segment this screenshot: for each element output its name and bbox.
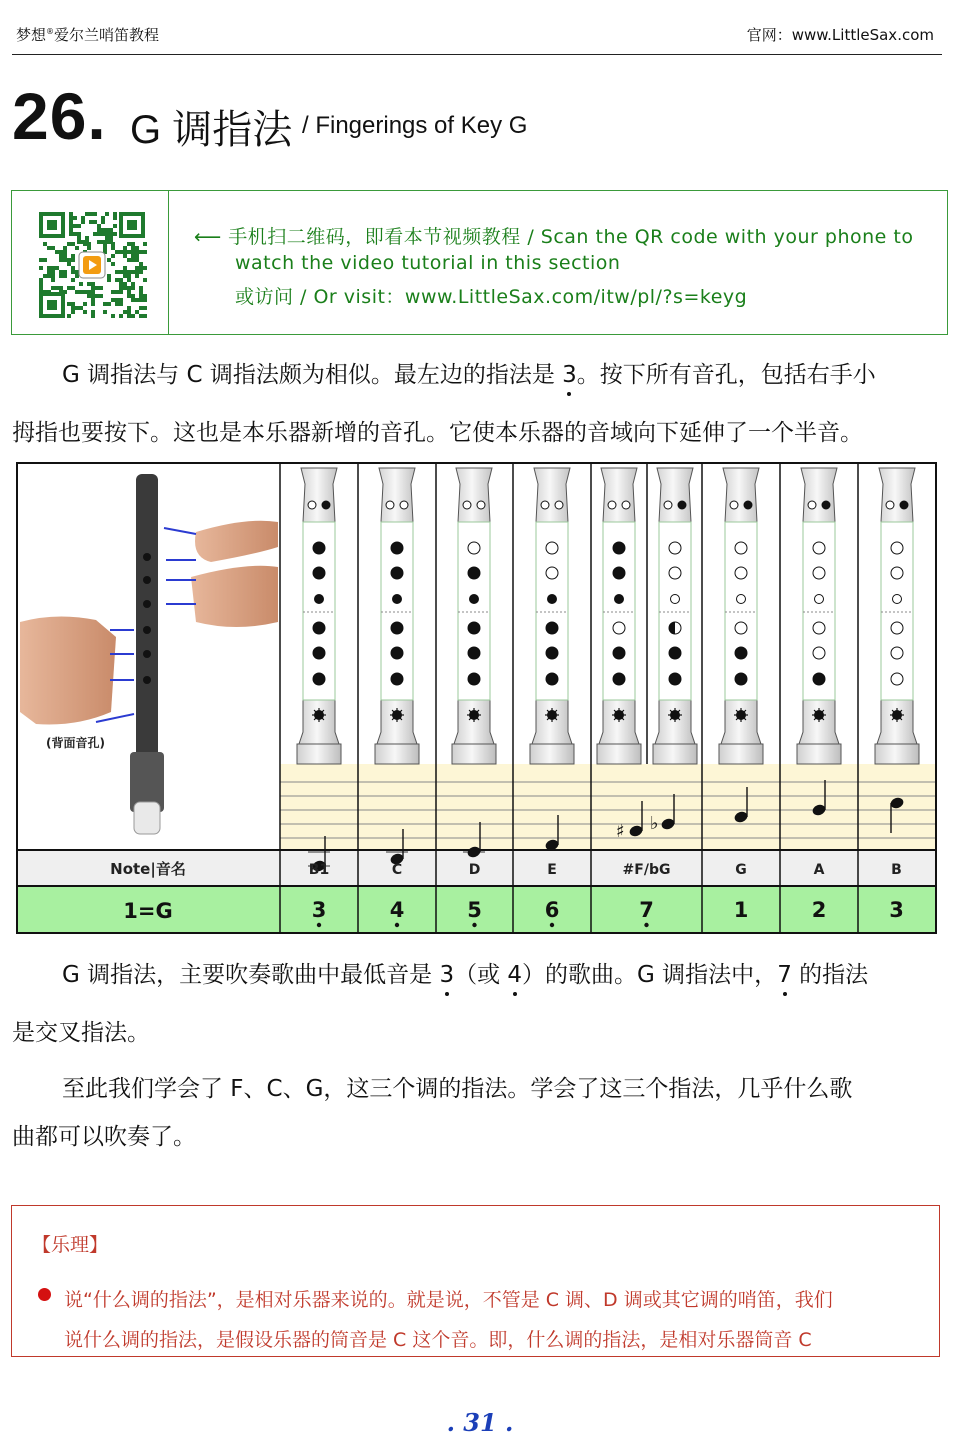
registered-mark: ®	[46, 27, 55, 36]
thumb-hole	[622, 501, 630, 509]
low-octave-dot	[317, 923, 321, 927]
thumb-hole	[322, 501, 330, 509]
low-note-4: 4	[507, 962, 523, 988]
tone-hole	[391, 647, 403, 659]
tone-hole	[546, 622, 558, 634]
low-note-3: 3	[562, 362, 577, 388]
fingering-diagram	[597, 468, 641, 764]
tone-hole	[891, 622, 903, 634]
tone-hole	[546, 567, 558, 579]
note-name: C	[391, 862, 403, 878]
thumb-hole	[886, 501, 894, 509]
tone-hole	[671, 595, 680, 604]
numbered-note: 2	[811, 898, 827, 922]
theory-line-1: 说“什么调的指法”，是相对乐器来说的。就是说，不管是 C 调、D 调或其它调的哨笛，我们	[64, 1289, 833, 1311]
tone-hole	[470, 595, 479, 604]
thumb-hole	[463, 501, 471, 509]
bullet-icon	[38, 1288, 51, 1301]
tone-hole	[313, 567, 325, 579]
thumb-hole	[386, 501, 394, 509]
intro-text-b: 。按下所有音孔，包括右手小	[576, 362, 876, 388]
lesson-number: 26.	[12, 79, 107, 153]
note-name: D	[468, 862, 481, 878]
tone-hole	[313, 542, 325, 554]
note-name: A	[813, 862, 825, 878]
website-label: 官网：www.LittleSax.com	[746, 26, 934, 44]
lesson-title-cn: G 调指法	[130, 108, 293, 152]
theory-line-2: 说什么调的指法，是假设乐器的筒音是 C 这个音。即，什么调的指法，是相对乐器筒音 C	[64, 1329, 812, 1351]
para2-line-1	[62, 956, 868, 989]
tone-hole	[891, 673, 903, 685]
book-title-rest: 爱尔兰哨笛教程	[54, 26, 160, 44]
tone-hole	[546, 542, 558, 554]
para2-text-b: （或	[454, 962, 508, 988]
low-octave-dot	[550, 923, 554, 927]
tone-hole	[669, 647, 681, 659]
tone-hole	[891, 542, 903, 554]
fingering-diagram	[653, 468, 697, 764]
tone-hole	[613, 622, 625, 634]
tone-hole	[546, 647, 558, 659]
qr-instruction-line-2: watch the video tutorial in this section	[235, 252, 621, 274]
tone-hole	[735, 567, 747, 579]
tone-hole	[735, 542, 747, 554]
numbered-note: 1	[733, 898, 749, 922]
tone-hole	[813, 567, 825, 579]
low-octave-dot	[395, 923, 399, 927]
numbered-note: 3	[311, 898, 327, 922]
tone-hole	[815, 595, 824, 604]
tone-hole	[891, 567, 903, 579]
numbered-note: 5	[467, 898, 482, 922]
thumb-hole	[308, 501, 316, 509]
tone-hole	[669, 542, 681, 554]
fingering-diagram	[452, 468, 496, 764]
note-name: G	[735, 862, 747, 878]
tone-hole	[813, 622, 825, 634]
low-octave-dot	[644, 923, 648, 927]
tone-hole	[615, 595, 624, 604]
para2-text-c: ）的歌曲。G 调指法中，	[522, 962, 778, 988]
intro-paragraph-line-1	[62, 356, 876, 389]
tone-hole	[548, 595, 557, 604]
fingering-diagram	[797, 468, 841, 764]
thumb-hole	[400, 501, 408, 509]
tone-hole	[391, 567, 403, 579]
tone-hole	[891, 647, 903, 659]
low-note-3: 3	[439, 962, 455, 988]
intro-paragraph-line-2: 拇指也要按下。这也是本乐器新增的音孔。它使本乐器的音域向下延伸了一个半音。	[12, 420, 863, 446]
qr-panel-divider	[168, 190, 169, 335]
tone-hole	[468, 647, 480, 659]
tone-hole	[315, 595, 324, 604]
thumb-hole	[808, 501, 816, 509]
book-title-prefix: 梦想	[16, 26, 47, 44]
tone-hole	[737, 595, 746, 604]
tone-hole	[468, 567, 480, 579]
tone-hole	[813, 542, 825, 554]
tone-hole	[735, 622, 747, 634]
flat-icon: ♭	[650, 813, 659, 834]
thumb-hole	[664, 501, 672, 509]
numbered-note: 6	[544, 898, 560, 922]
tone-hole	[893, 595, 902, 604]
qr-visit-link[interactable]: 或访问 / Or visit：www.LittleSax.com/itw/pl/?s=keyg	[235, 286, 748, 308]
numbered-note: 4	[389, 898, 405, 922]
key-label: 1=G	[123, 899, 173, 923]
tone-hole	[669, 673, 681, 685]
thumb-hole	[730, 501, 738, 509]
thumb-hole	[477, 501, 485, 509]
tone-hole	[613, 673, 625, 685]
tone-hole	[735, 647, 747, 659]
tone-hole	[669, 567, 681, 579]
thumb-hole	[678, 501, 686, 509]
fingering-diagram	[530, 468, 574, 764]
thumb-hole	[900, 501, 908, 509]
note-name: E	[547, 862, 557, 878]
para2-line-2: 是交叉指法。	[12, 1020, 150, 1046]
thumb-hole	[541, 501, 549, 509]
thumb-hole	[822, 501, 830, 509]
numbered-note: 7	[639, 898, 654, 922]
header-divider	[12, 54, 942, 55]
fingering-diagram	[297, 468, 341, 764]
fingering-diagram	[375, 468, 419, 764]
para3-line-1: 至此我们学会了 F、C、G，这三个调的指法。学会了这三个指法，几乎什么歌	[62, 1076, 853, 1102]
tone-hole	[393, 595, 402, 604]
thumb-hole	[608, 501, 616, 509]
tone-hole	[546, 673, 558, 685]
qr-instruction-line-1: ⟵ 手机扫二维码，即看本节视频教程 / Scan the QR code with your phone to	[194, 226, 914, 248]
tone-hole	[613, 542, 625, 554]
intro-text-a: G 调指法与 C 调指法颇为相似。最左边的指法是	[62, 362, 563, 388]
tone-hole	[613, 567, 625, 579]
para2-text-a: G 调指法，主要吹奏歌曲中最低音是	[62, 962, 440, 988]
fingering-chart	[16, 462, 937, 934]
thumb-hole	[744, 501, 752, 509]
low-octave-dot	[472, 923, 476, 927]
tone-hole	[468, 673, 480, 685]
tone-hole	[391, 673, 403, 685]
tone-hole	[391, 622, 403, 634]
para3-line-2: 曲都可以吹奏了。	[12, 1124, 196, 1150]
tone-hole	[313, 673, 325, 685]
lesson-title-en: / Fingerings of Key G	[302, 112, 528, 139]
tone-hole	[735, 673, 747, 685]
tone-hole	[813, 647, 825, 659]
fingering-diagram	[719, 468, 763, 764]
note-name: B1	[308, 862, 330, 878]
tone-hole	[313, 622, 325, 634]
tone-hole	[468, 622, 480, 634]
music-theory-heading: 【乐理】	[32, 1234, 109, 1256]
tone-hole	[613, 647, 625, 659]
sharp-icon: ♯	[616, 821, 625, 842]
tone-hole	[813, 673, 825, 685]
page-number: . 31 .	[446, 1408, 514, 1437]
note-name: #F/bG	[622, 862, 671, 878]
numbered-note: 3	[889, 898, 904, 922]
thumb-hole	[555, 501, 563, 509]
book-title	[16, 24, 159, 45]
note-name: B	[891, 862, 902, 878]
note-name-header: Note|音名	[110, 860, 186, 878]
low-note-7: 7	[777, 962, 792, 988]
back-hole-label: (背面音孔)	[46, 736, 105, 750]
tone-hole	[391, 542, 403, 554]
qr-code-icon[interactable]	[37, 210, 147, 320]
tone-hole	[468, 542, 480, 554]
fingering-diagram	[875, 468, 919, 764]
tone-hole	[313, 647, 325, 659]
para2-text-d: 的指法	[791, 962, 869, 988]
